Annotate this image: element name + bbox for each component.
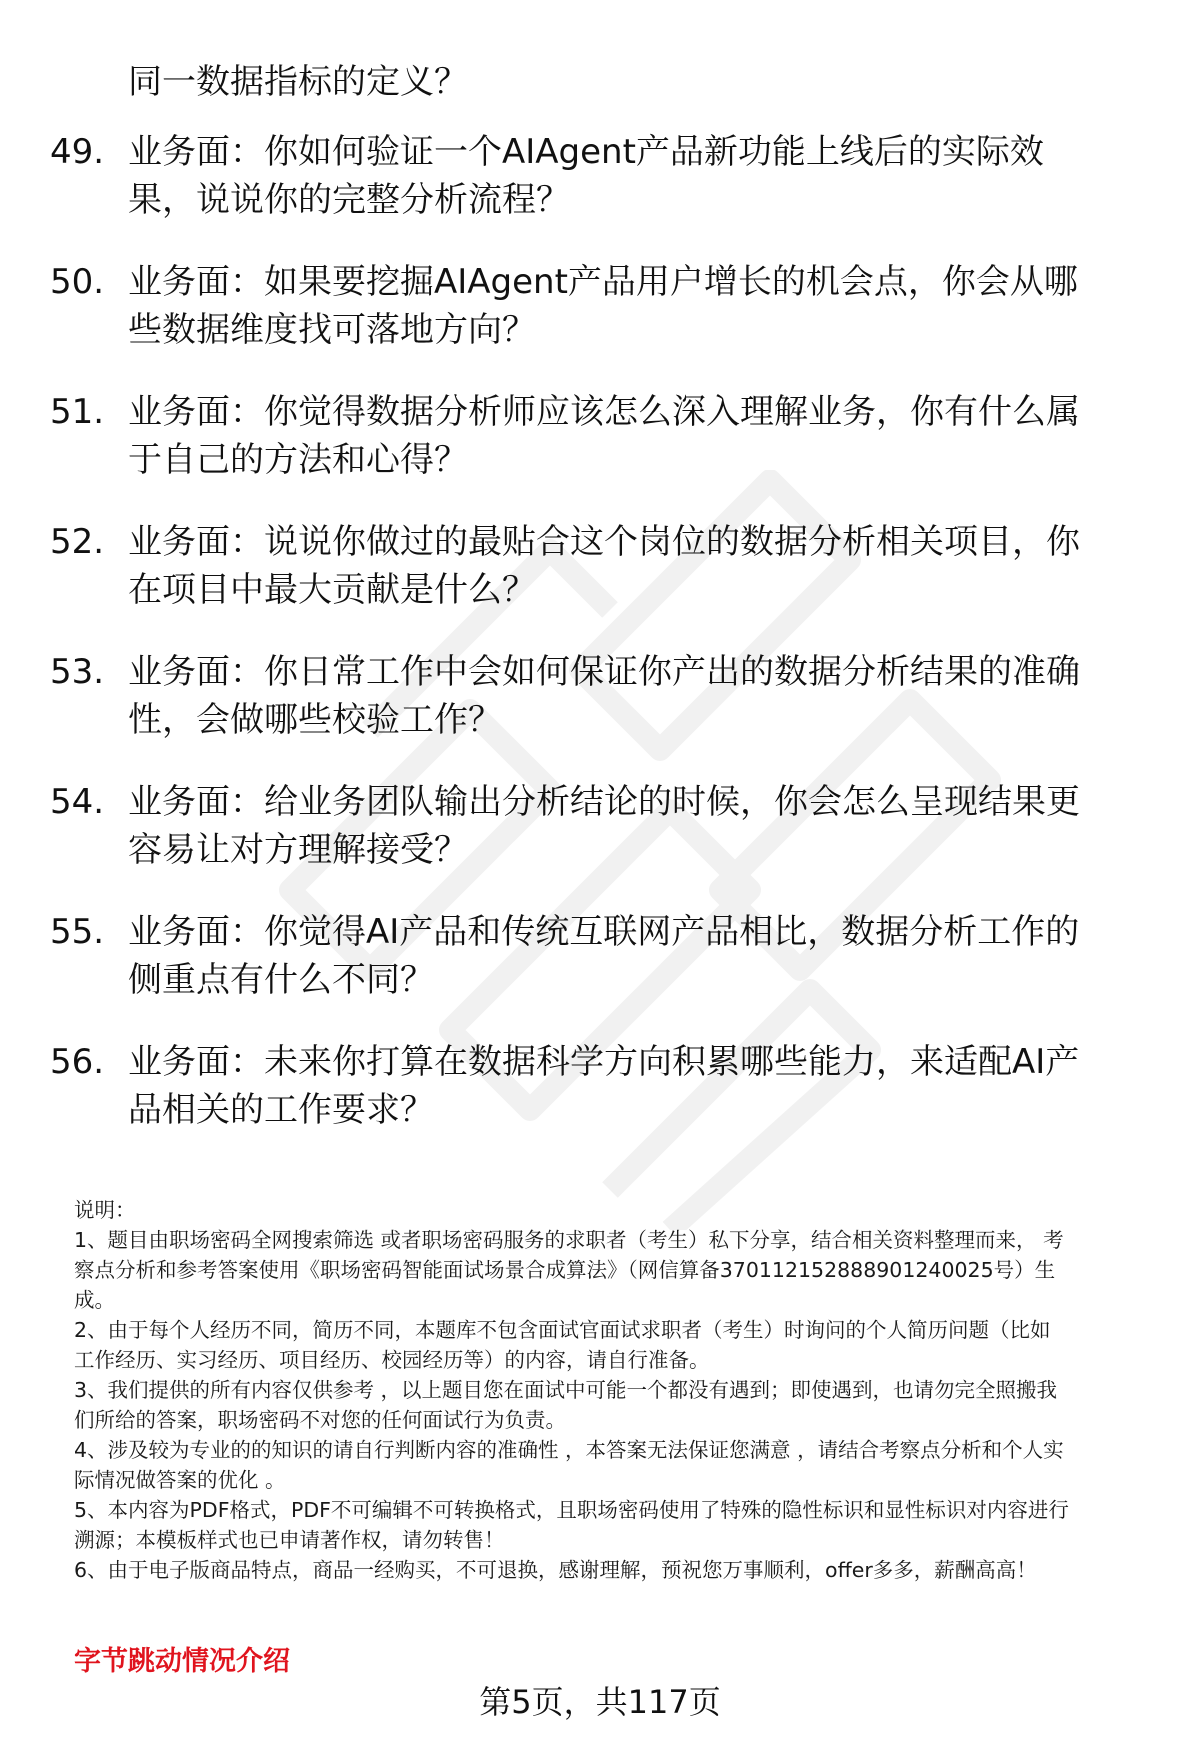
notes-line: 2、由于每个人经历不同，简历不同，本题库不包含面试官面试求职者（考生）时询问的个人简历问题（比如	[74, 1318, 1051, 1342]
question-line: 业务面：你日常工作中会如何保证你产出的数据分析结果的准确	[128, 652, 1080, 692]
question-number: 51.	[50, 392, 105, 432]
question-item	[0, 778, 1200, 878]
question-number: 52.	[50, 522, 105, 562]
question-line: 果，说说你的完整分析流程？	[128, 180, 570, 220]
notes-line: 察点分析和参考答案使用《职场密码智能面试场景合成算法》（网信算备370112152888901240025号）生	[74, 1258, 1056, 1282]
notes-line: 们所给的答案，职场密码不对您的任何面试行为负责。	[74, 1408, 566, 1432]
question-line: 业务面：说说你做过的最贴合这个岗位的数据分析相关项目，你	[128, 522, 1080, 562]
question-text	[128, 258, 1148, 354]
question-line: 些数据维度找可落地方向？	[128, 310, 536, 350]
question-line: 容易让对方理解接受？	[128, 830, 468, 870]
question-item	[0, 388, 1200, 488]
question-line: 在项目中最大贡献是什么？	[128, 570, 536, 610]
question-text	[128, 1038, 1148, 1134]
question-text	[128, 128, 1148, 224]
question-line: 品相关的工作要求？	[128, 1090, 434, 1130]
notes-section	[74, 1195, 1164, 1585]
question-line: 业务面：你觉得数据分析师应该怎么深入理解业务，你有什么属	[128, 392, 1080, 432]
question-item	[0, 1038, 1200, 1138]
question-number: 56.	[50, 1042, 105, 1082]
question-item	[0, 908, 1200, 1008]
question-text	[128, 518, 1148, 614]
question-line: 业务面：未来你打算在数据科学方向积累哪些能力，来适配AI产	[128, 1042, 1080, 1082]
notes-line: 6、由于电子版商品特点，商品一经购买，不可退换，感谢理解，预祝您万事顺利，offer多多，薪酬高高！	[74, 1558, 1037, 1582]
question-line: 侧重点有什么不同？	[128, 960, 434, 1000]
question-item	[0, 648, 1200, 748]
question-line: 业务面：给业务团队输出分析结论的时候，你会怎么呈现结果更	[128, 782, 1080, 822]
notes-line: 1、题目由职场密码全网搜索筛选 或者职场密码服务的求职者（考生）私下分享，结合相关资料整理而来， 考	[74, 1228, 1064, 1252]
question-item	[0, 518, 1200, 618]
question-item	[0, 258, 1200, 358]
question-number: 49.	[50, 132, 105, 172]
notes-line: 3、我们提供的所有内容仅供参考 ，以上题目您在面试中可能一个都没有遇到；即使遇到，也请勿完全照搬我	[74, 1378, 1058, 1402]
question-continuation: 同一数据指标的定义？	[128, 62, 468, 102]
notes-line: 5、本内容为PDF格式，PDF不可编辑不可转换格式，且职场密码使用了特殊的隐性标识和显性标识对内容进行	[74, 1498, 1069, 1522]
question-text	[128, 388, 1148, 484]
notes-line: 4、涉及较为专业的的知识的请自行判断内容的准确性 ，本答案无法保证您满意 ，请结合考察点分析和个人实	[74, 1438, 1064, 1462]
question-line: 业务面：你觉得AI产品和传统互联网产品相比，数据分析工作的	[128, 912, 1080, 952]
question-number: 55.	[50, 912, 105, 952]
question-line: 性，会做哪些校验工作？	[128, 700, 502, 740]
page-number: 第5页，共117页	[479, 1683, 721, 1721]
notes-line: 成。	[74, 1288, 115, 1312]
company-intro-link[interactable]: 字节跳动情况介绍	[74, 1646, 290, 1677]
question-text	[128, 778, 1148, 874]
notes-line: 际情况做答案的优化 。	[74, 1468, 286, 1492]
question-line: 于自己的方法和心得？	[128, 440, 468, 480]
question-text	[128, 908, 1148, 1004]
notes-line: 工作经历、实习经历、项目经历、校园经历等）的内容，请自行准备。	[74, 1348, 710, 1372]
question-text	[128, 648, 1148, 744]
question-number: 50.	[50, 262, 105, 302]
question-number: 54.	[50, 782, 105, 822]
question-item	[0, 128, 1200, 228]
question-line: 业务面：如果要挖掘AIAgent产品用户增长的机会点，你会从哪	[128, 262, 1078, 302]
notes-line: 溯源；本模板样式也已申请著作权，请勿转售！	[74, 1528, 505, 1552]
question-number: 53.	[50, 652, 105, 692]
notes-title: 说明：	[74, 1198, 136, 1222]
question-line: 业务面：你如何验证一个AIAgent产品新功能上线后的实际效	[128, 132, 1044, 172]
